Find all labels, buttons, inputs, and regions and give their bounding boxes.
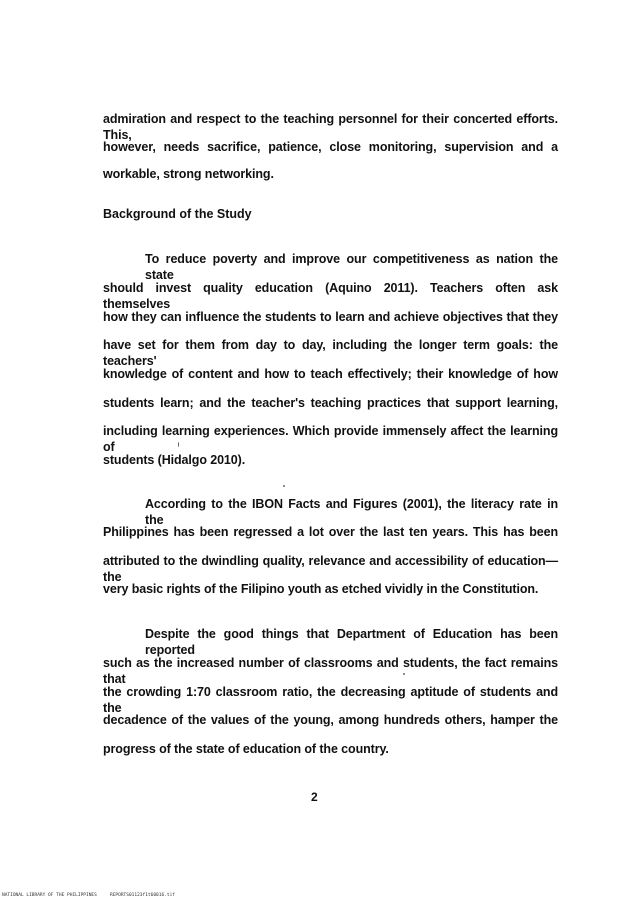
footer-file: REPORTS01123f1t60016.tif [110,893,176,898]
intro-line-2: however, needs sacrifice, patience, close monitoring, supervision and a [103,140,558,154]
paragraph1-line-1: To reduce poverty and improve our competitiveness as nation the state [145,252,558,282]
paragraph2-line-1: According to the IBON Facts and Figures (2001), the literacy rate in the [145,497,558,527]
paragraph3-line-3: the crowding 1:70 classroom ratio, the decreasing aptitude of students and the [103,685,558,715]
paragraph1-line-7: including learning experiences. Which provide immensely affect the learning of [103,424,558,454]
paragraph3-line-5: progress of the state of education of the country. [103,742,389,756]
paragraph2-line-4: very basic rights of the Filipino youth as etched vividly in the Constitution. [103,582,539,596]
paragraph3-line-2: such as the increased number of classrooms and students, the fact remains that [103,656,558,686]
page-number: 2 [311,790,318,804]
paragraph3-line-4: decadence of the values of the young, among hundreds others, hamper the [103,713,558,727]
scan-speck [403,673,405,675]
paragraph3-line-1: Despite the good things that Department of Education has been reported [145,627,558,657]
paragraph2-line-2: Philippines has been regressed a lot over the last ten years. This has been [103,525,558,539]
section-heading: Background of the Study [103,207,252,221]
paragraph1-line-4: have set for them from day to day, including the longer term goals: the teachers' [103,338,558,368]
scan-speck [178,442,179,447]
paragraph2-line-3: attributed to the dwindling quality, relevance and accessibility of education—the [103,554,558,584]
paragraph1-line-3: how they can influence the students to learn and achieve objectives that they [103,310,558,324]
intro-line-1: admiration and respect to the teaching personnel for their concerted efforts. This, [103,112,558,142]
intro-line-3: workable, strong networking. [103,167,274,181]
paragraph1-line-5: knowledge of content and how to teach effectively; their knowledge of how [103,367,558,381]
scan-speck [283,485,285,487]
paragraph1-line-8: students (Hidalgo 2010). [103,453,246,467]
footer-library: NATIONAL LIBRARY OF THE PHILIPPINES [2,893,97,898]
paragraph1-line-6: students learn; and the teacher's teaching practices that support learning, [103,396,558,410]
paragraph1-line-2: should invest quality education (Aquino 2011). Teachers often ask themselves [103,281,558,311]
